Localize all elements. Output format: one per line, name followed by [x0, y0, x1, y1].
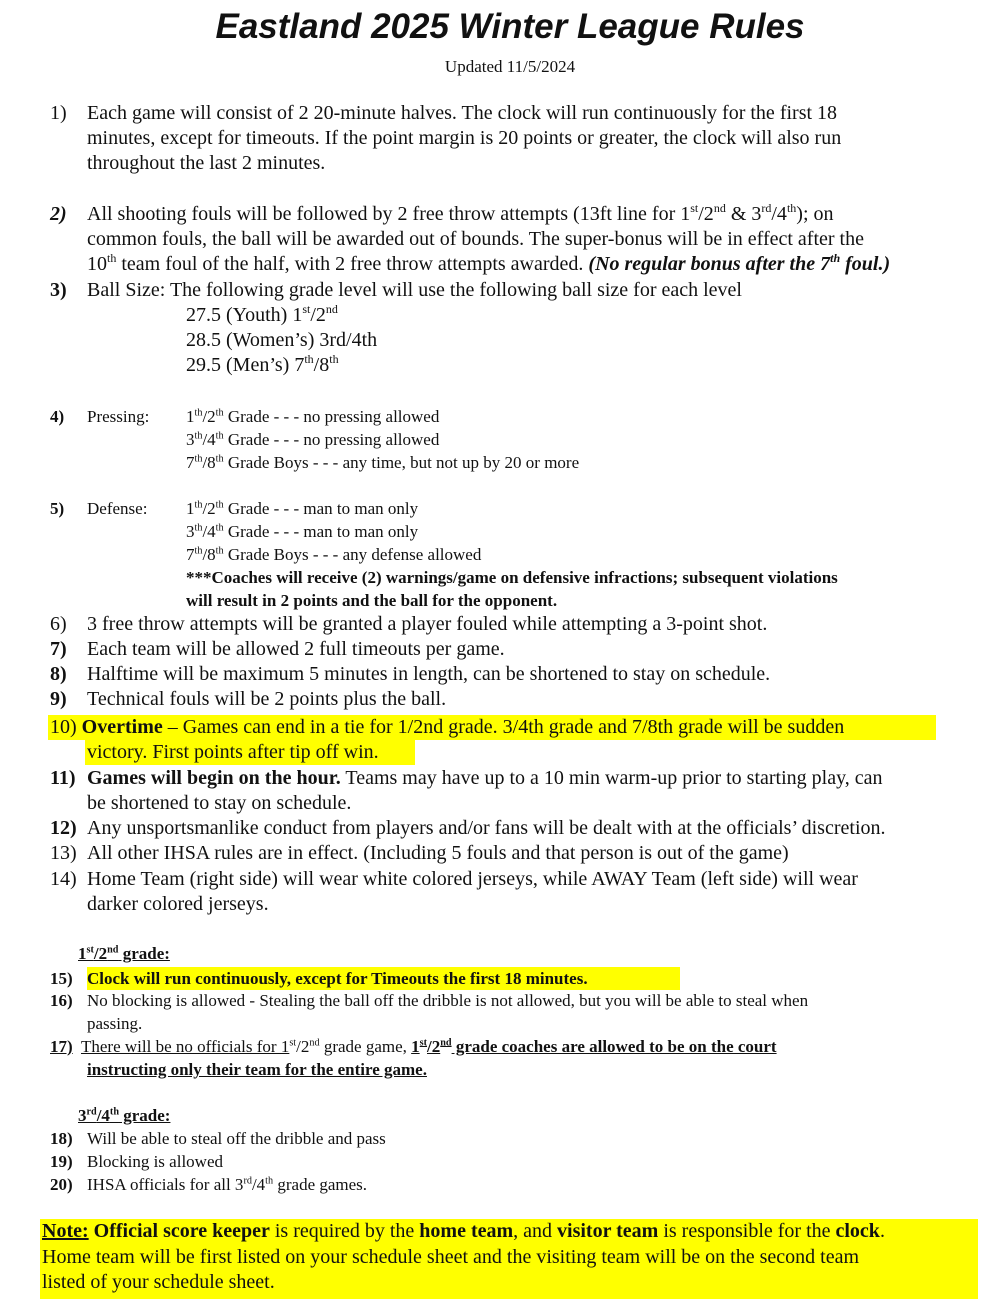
coaches-warning-line-2: will result in 2 points and the ball for the opponent.: [186, 591, 558, 610]
updated-date: Updated 11/5/2024: [444, 57, 576, 76]
rule-11-line-1: Games will begin on the hour. Teams may have up to a 10 min warm-up prior to starting play, can: [87, 767, 883, 789]
rule-1-line-2: minutes, except for timeouts. If the point margin is 20 points or greater, the clock will also run: [87, 127, 842, 149]
rule-11-line-2: be shortened to stay on schedule.: [87, 792, 352, 814]
section-heading-1-2-grade: 1st/2nd grade:: [78, 944, 170, 963]
rule-number: 8): [50, 663, 67, 685]
defense-label: Defense:: [87, 499, 148, 518]
rule-1-line-3: throughout the last 2 minutes.: [87, 152, 326, 174]
rule-3-intro: Ball Size: The following grade level will use the following ball size for each level: [87, 279, 742, 301]
defense-grade-7-8: 7th/8th Grade Boys - - - any defense allowed: [186, 545, 482, 564]
rule-14-line-2: darker colored jerseys.: [87, 893, 269, 915]
rule-12-text: Any unsportsmanlike conduct from players and/or fans will be dealt with at the officials’ discretion.: [87, 817, 886, 839]
rule-2-line-2: common fouls, the ball will be awarded out of bounds. The super-bonus will be in effect after the: [87, 228, 864, 250]
ball-size-youth: 27.5 (Youth) 1st/2nd: [186, 302, 338, 326]
rule-8-text: Halftime will be maximum 5 minutes in length, can be shortened to stay on schedule.: [87, 663, 771, 685]
rule-17-line-2: instructing only their team for the entire game.: [87, 1060, 427, 1079]
rule-10-line-1: 10) Overtime – Games can end in a tie for 1/2nd grade. 3/4th grade and 7/8th grade will be sudden: [48, 715, 936, 740]
rule-16-line-2: passing.: [87, 1014, 143, 1033]
rule-number: 14): [50, 868, 77, 890]
rule-17-line-1: There will be no officials for 1st/2nd grade game, 1st/2nd grade coaches are allowed to be on the court: [81, 1037, 777, 1056]
rule-number: 12): [50, 817, 77, 839]
note-line-3: listed of your schedule sheet.: [42, 1271, 275, 1293]
rule-number: 16): [50, 991, 73, 1010]
rule-number: 15): [50, 969, 73, 988]
rule-2-line-1: All shooting fouls will be followed by 2 free throw attempts (13ft line for 1st/2nd & 3rd/4th); on: [87, 201, 834, 225]
rule-number: 11): [50, 767, 76, 789]
rule-number: 4): [50, 407, 65, 426]
rule-number: 3): [50, 279, 67, 301]
rule-number: 2): [50, 203, 67, 225]
note-box: [40, 1219, 978, 1299]
ball-size-men: 29.5 (Men’s) 7th/8th: [186, 352, 339, 376]
pressing-label: Pressing:: [87, 407, 150, 426]
rule-20-text: IHSA officials for all 3rd/4th grade games.: [87, 1175, 368, 1194]
rule-9-text: Technical fouls will be 2 points plus the ball.: [87, 688, 447, 710]
note-line-1: Note: Official score keeper is required by the home team, and visitor team is responsible for the clock.: [42, 1220, 885, 1242]
rule-number: 20): [50, 1175, 73, 1194]
section-heading-3-4-grade: 3rd/4th grade:: [78, 1106, 171, 1125]
defense-grade-1-2: 1th/2th Grade - - - man to man only: [186, 499, 419, 518]
rule-10-line-2: victory. First points after tip off win.: [85, 740, 415, 765]
rule-1-line-1: Each game will consist of 2 20-minute halves. The clock will run continuously for the first 18: [87, 102, 838, 124]
rule-15-text: Clock will run continuously, except for Timeouts the first 18 minutes.: [87, 967, 680, 990]
coaches-warning-line-1: ***Coaches will receive (2) warnings/game on defensive infractions; subsequent violations: [186, 568, 838, 587]
rule-number: 17): [50, 1037, 73, 1056]
rule-14-line-1: Home Team (right side) will wear white colored jerseys, while AWAY Team (left side) will wear: [87, 868, 858, 890]
pressing-grade-3-4: 3th/4th Grade - - - no pressing allowed: [186, 430, 440, 449]
pressing-grade-7-8: 7th/8th Grade Boys - - - any time, but not up by 20 or more: [186, 453, 580, 472]
rule-number: 5): [50, 499, 65, 518]
rule-number: 9): [50, 688, 67, 710]
rule-2-line-3: 10th team foul of the half, with 2 free throw attempts awarded. (No regular bonus after the 7th foul.): [87, 251, 891, 275]
rule-16-line-1: No blocking is allowed - Stealing the ball off the dribble is not allowed, but you will be able to steal when: [87, 991, 809, 1010]
rule-number: 7): [50, 638, 67, 660]
rule-13-text: All other IHSA rules are in effect. (Including 5 fouls and that person is out of the game): [87, 842, 789, 864]
rule-number: 6): [50, 613, 67, 635]
pressing-grade-1-2: 1th/2th Grade - - - no pressing allowed: [186, 407, 440, 426]
rule-number: 13): [50, 842, 77, 864]
rule-19-text: Blocking is allowed: [87, 1152, 223, 1171]
rule-6-text: 3 free throw attempts will be granted a player fouled while attempting a 3-point shot.: [87, 613, 768, 635]
rule-number: 19): [50, 1152, 73, 1171]
defense-grade-3-4: 3th/4th Grade - - - man to man only: [186, 522, 419, 541]
note-line-2: Home team will be first listed on your schedule sheet and the visiting team will be on the second team: [42, 1245, 860, 1268]
rule-7-text: Each team will be allowed 2 full timeouts per game.: [87, 638, 505, 660]
rule-18-text: Will be able to steal off the dribble and pass: [87, 1129, 386, 1148]
rule-number: 1): [50, 102, 67, 124]
rule-number: 18): [50, 1129, 73, 1148]
ball-size-women: 28.5 (Women’s) 3rd/4th: [186, 329, 378, 351]
page-title: Eastland 2025 Winter League Rules: [215, 7, 805, 46]
